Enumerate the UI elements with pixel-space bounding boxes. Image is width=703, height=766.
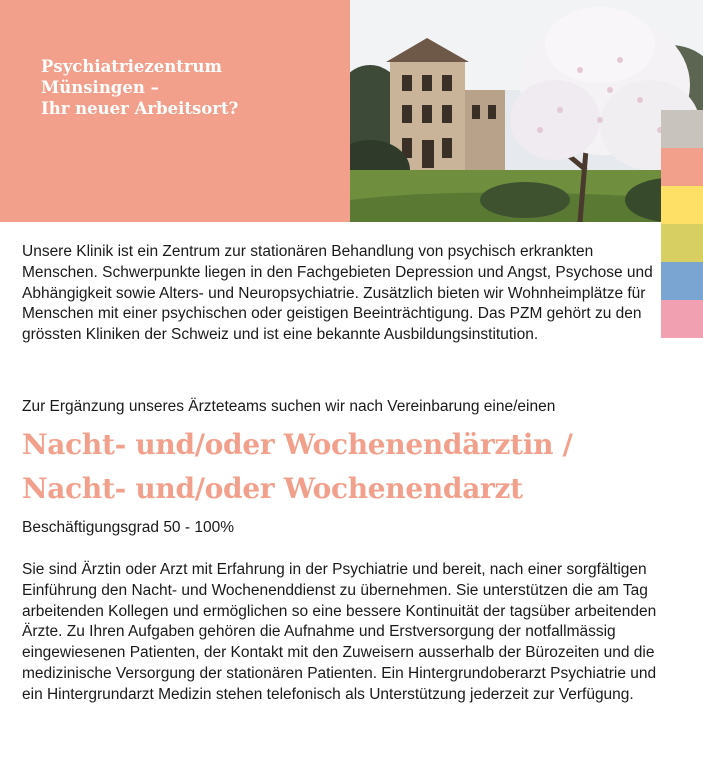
color-bars [661, 110, 703, 338]
clinic-photo [350, 0, 703, 222]
color-bar-grey [661, 110, 703, 148]
intro-paragraph: Unsere Klinik ist ein Zentrum zur stationären Behandlung von psychisch erkrankten Menschen. Schwerpunkte liegen in den Fachgebieten Depression und Angst, Psychose und Abhängigkeit sowie Alters- und Neuropsychiatrie. Zusätzlich bieten wir Wohnheimplätze für Menschen mit einer psychischen oder geistigen Beeinträchtigung. Das PZM gehört zu den grössten Kliniken der Schweiz und ist eine bekannte Ausbildungsinstitution. [22, 243, 653, 344]
lead-sentence: Zur Ergänzung unseres Ärzteteams suchen wir nach Vereinbarung eine/einen [22, 398, 556, 415]
header-title [41, 56, 341, 119]
clinic-photo-illustration [350, 0, 703, 222]
color-bar-pink [661, 300, 703, 338]
color-bar-salmon [661, 148, 703, 186]
job-title-line-1: Nacht- und/oder Wochenendärztin / [22, 428, 573, 461]
job-title [22, 423, 682, 511]
header-title-line-1: Psychiatriezentrum [41, 57, 223, 76]
header-banner [0, 0, 350, 222]
description-paragraph: Sie sind Ärztin oder Arzt mit Erfahrung in der Psychiatrie und bereit, nach einer sorgfältigen Einführung den Nacht- und Wochenenddienst zu übernehmen. Sie unterstützen die am Tag arbeitenden Kollegen und ermöglichen so eine bessere Kontinuität der tagsüber arbeitenden Ärzte. Zu Ihren Aufgaben gehören die Aufnahme und Erstversorgung der notfallmässig eingewiesenen Patienten, der Kontakt mit den Zuweisern ausserhalb der Bürozeiten und die medizinische Versorgung der stationären Patienten. Ein Hintergrundoberarzt Psychiatrie und ein Hintergrundarzt Medizin stehen telefonisch als Unterstützung jederzeit zur Verfügung. [22, 561, 657, 703]
job-title-line-2: Nacht- und/oder Wochenendarzt [22, 472, 523, 505]
header-title-line-2: Münsingen – [41, 78, 159, 97]
color-bar-olive [661, 224, 703, 262]
header-title-line-3: Ihr neuer Arbeitsort? [41, 99, 239, 118]
color-bar-yellow [661, 186, 703, 224]
employment-level: Beschäftigungsgrad 50 - 100% [22, 519, 234, 536]
color-bar-blue [661, 262, 703, 300]
